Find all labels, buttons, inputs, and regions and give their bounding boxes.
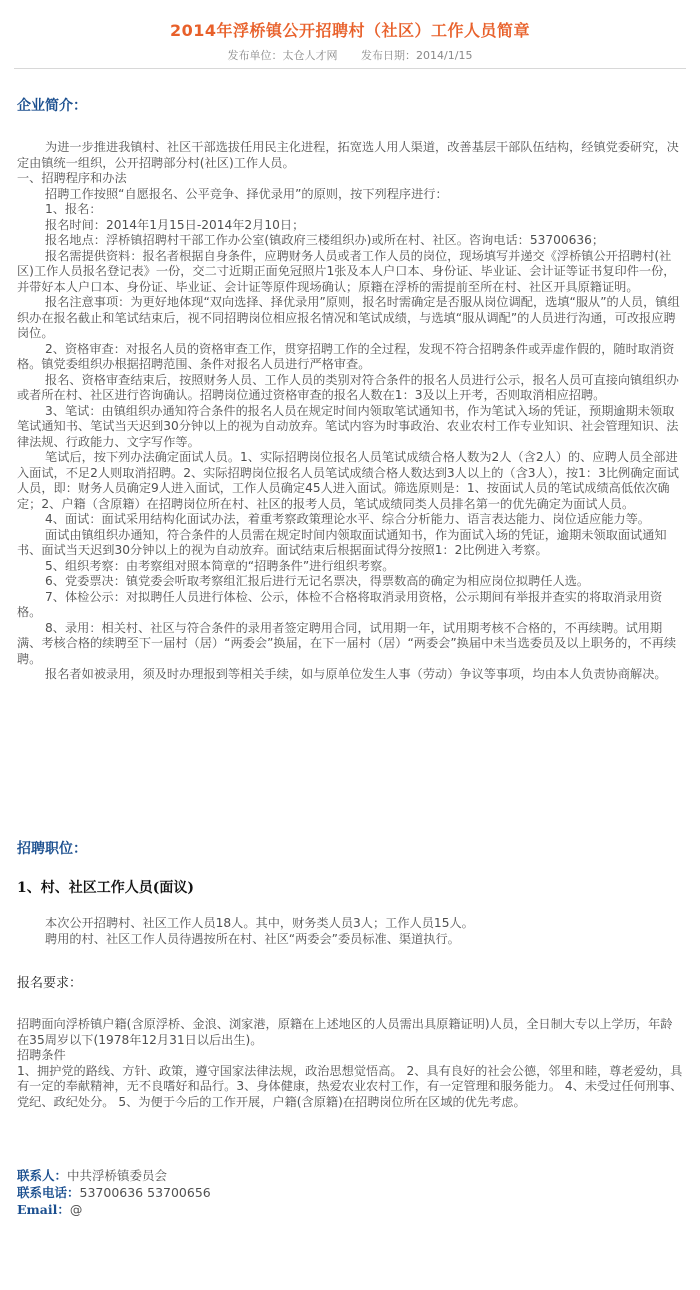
positions-heading: 招聘职位： (17, 841, 87, 857)
publisher: 发布单位：太仓人才网 (227, 49, 338, 62)
paragraph: 3、笔试：由镇组织办通知符合条件的报名人员在规定时间内领取笔试通知书，作为笔试入场的凭证，预期逾期未领取笔试通知书、笔试当天迟到30分钟以上的视为自动放弃。笔试内容为时事政治、农业农村工作专业知识、社会管理知识、法律法规、行政能力、文字写作等。 (17, 403, 679, 449)
position-details (17, 916, 683, 947)
requirements-body (17, 1017, 683, 1110)
paragraph: 7、体检公示：对拟聘任人员进行体检、公示，体检不合格将取消录用资格，公示期间有举报并查实的将取消录用资格。 (17, 589, 663, 619)
paragraph: 报名需提供资料：报名者根据自身条件，应聘财务人员或者工作人员的岗位，现场填写并递交《浮桥镇公开招聘村(社区)工作人员报名登记表》一份，交二寸近期正面免冠照片1张及本人户口本、身份证、毕业证、会计证等证书复印件一份，并带好本人户口本、身份证、毕业证、会计证等原件现场确认；原籍在浮桥的需提前至所在村、社区开具原籍证明。 (17, 248, 676, 294)
paragraph: 本次公开招聘村、社区工作人员18人。其中，财务类人员3人；工作人员15人。 (45, 916, 474, 930)
paragraph: 招聘面向浮桥镇户籍(含原浮桥、金浪、浏家港，原籍在上述地区的人员需出具原籍证明)人员，全日制大专以上学历，年龄在35周岁以下(1978年12月31日以后出生)。 (17, 1017, 673, 1047)
paragraph: 招聘工作按照“自愿报名、公平竞争、择优录用”的原则，按下列程序进行： (45, 186, 448, 201)
intro-heading: 企业简介： (17, 98, 87, 114)
publish-meta (0, 47, 700, 63)
paragraph: 聘用的村、社区工作人员待遇按所在村、社区“两委会”委员标准、渠道执行。 (45, 931, 460, 946)
page-title: 2014年浮桥镇公开招聘村（社区）工作人员简章 (169, 21, 531, 40)
paragraph: 面试由镇组织办通知，符合条件的人员需在规定时间内领取面试通知书，作为面试入场的凭证，逾期未领取面试通知书、面试当天迟到30分钟以上的视为自动放弃。面试结束后根据面试得分按照1：2比例进入考察。 (17, 527, 667, 557)
paragraph: 报名时间：2014年1月15日-2014年2月10日； (45, 217, 305, 232)
paragraph: 报名注意事项：为更好地体现“双向选择、择优录用”原则，报名时需确定是否服从岗位调配，选填“服从”的人员，镇组织办在报名截止和笔试结束后，视不同招聘岗位相应报名情况和笔试成绩，与选填“服从调配”的人员进行沟通，可改报应聘岗位。 (17, 295, 680, 340)
contact-person: 中共浮桥镇委员会 (67, 1168, 168, 1183)
paragraph: 报名、资格审查结束后，按照财务人员、工作人员的类别对符合条件的报名人员进行公示，报名人员可直接向镇组织办或者所在村、社区进行咨询确认。招聘岗位通过资格审查的报名人数在1：3及以上开考，否则取消相应招聘。 (17, 372, 679, 402)
paragraph: 报名者如被录用，须及时办理报到等相关手续，如与原单位发生人事（劳动）争议等事项，均由本人负责协商解决。 (45, 667, 667, 681)
contact-email-label: Email： (17, 1202, 70, 1217)
paragraph: 5、组织考察：由考察组对照本简章的“招聘条件”进行组织考察。 (45, 558, 395, 573)
position-title: 1、村、社区工作人员(面议) (17, 880, 194, 896)
paragraph: 6、党委票决：镇党委会听取考察组汇报后进行无记名票决，得票数高的确定为相应岗位拟聘任人选。 (45, 574, 590, 588)
contact-block (17, 1167, 211, 1218)
paragraph: 为进一步推进我镇村、社区干部选拔任用民主化进程，拓宽选人用人渠道，改善基层干部队伍结构，经镇党委研究，决定由镇统一组织，公开招聘部分村(社区)工作人员。 (17, 140, 679, 170)
paragraph: 笔试后，按下列办法确定面试人员。1、实际招聘岗位报名人员笔试成绩合格人数为2人（含2人）的、应聘人员全部进入面试，不足2人则取消招聘。2、实际招聘岗位报名人员笔试成绩合格人数达到3人以上的（含3人），按1：3比例确定面试人员，即：财务人员确定9人进入面试，工作人员确定45人进入面试。筛选原则是：1、按面试人员的笔试成绩高低依次确定；2、户籍（含原籍）在招聘岗位所在村、社区的报考人员，笔试成绩同类人员排名第一的优先确定为面试人员。 (17, 450, 679, 511)
intro-body (17, 140, 683, 683)
paragraph: 4、面试：面试采用结构化面试办法，着重考察政策理论水平、综合分析能力、语言表达能力、岗位适应能力等。 (45, 512, 650, 526)
paragraph: 一、招聘程序和办法 (17, 171, 127, 185)
divider (14, 68, 686, 69)
requirements-heading: 报名要求： (17, 976, 83, 991)
publish-date: 发布日期：2014/1/15 (361, 49, 473, 62)
contact-person-row (17, 1167, 211, 1184)
contact-phone-row (17, 1184, 211, 1201)
paragraph: 1、拥护党的路线、方针、政策，遵守国家法律法规，政治思想觉悟高。 2、具有良好的社会公德，邻里和睦，尊老爱幼，具有一定的奉献精神，无不良嗜好和品行。3、身体健康，热爱农业农村工作，有一定管理和服务能力。 4、未受过任何刑事、党纪、政纪处分。 5、为便于今后的工作开展，户籍(含原籍)在招聘岗位所在区域的优先考虑。 (17, 1063, 683, 1109)
paragraph: 8、录用：相关村、社区与符合条件的录用者签定聘用合同，试用期一年，试用期考核不合格的，不再续聘。试用期满、考核合格的续聘至下一届村（居）“两委会”换届，在下一届村（居）“两委会”换届中未当选委员及以上职务的，不再续聘。 (17, 620, 677, 666)
contact-email[interactable]: @ (69, 1202, 83, 1217)
contact-phone-label: 联系电话： (17, 1185, 80, 1200)
contact-email-row (17, 1201, 211, 1218)
paragraph: 报名地点：浮桥镇招聘村干部工作办公室(镇政府三楼组织办)或所在村、社区。咨询电话：53700636； (45, 233, 605, 247)
paragraph: 1、报名： (45, 202, 102, 216)
paragraph: 招聘条件 (17, 1048, 66, 1062)
contact-person-label: 联系人： (17, 1168, 68, 1183)
contact-phone: 53700636 53700656 (79, 1185, 211, 1200)
paragraph: 2、资格审查：对报名人员的资格审查工作，贯穿招聘工作的全过程，发现不符合招聘条件或弄虚作假的，随时取消资格。镇党委组织办根据招聘范围、条件对报名人员进行严格审查。 (17, 341, 675, 371)
